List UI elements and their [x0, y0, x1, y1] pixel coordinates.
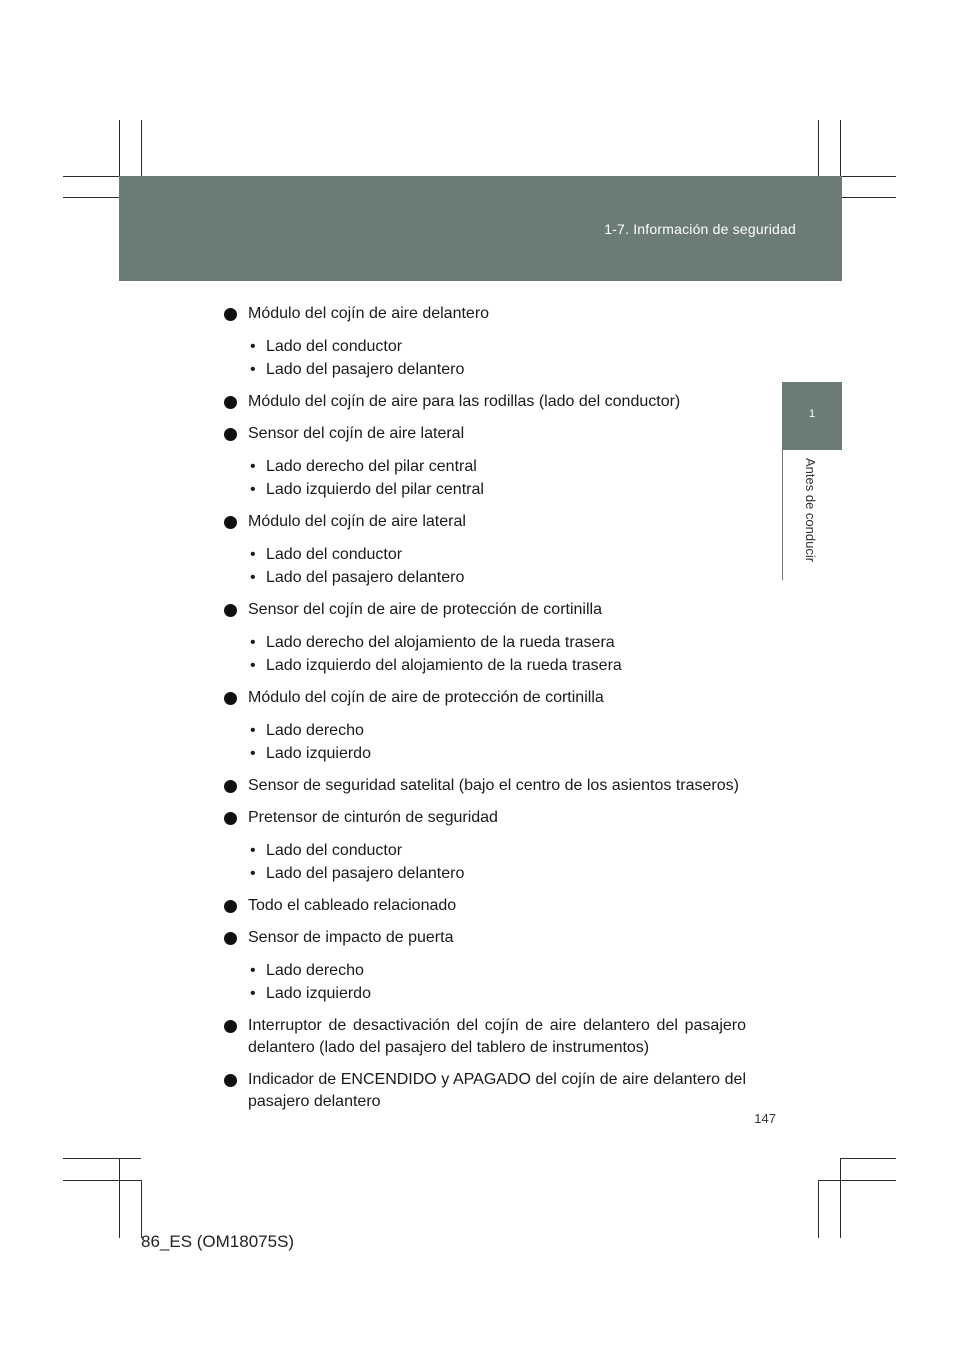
small-bullet-icon: • — [250, 568, 256, 586]
list-item — [224, 927, 746, 1005]
bullet-icon — [224, 1074, 237, 1087]
small-bullet-icon: • — [250, 722, 256, 739]
small-bullet-icon: • — [250, 338, 256, 355]
bullet-icon — [224, 604, 237, 617]
section-header — [119, 176, 842, 281]
list-item-text: Indicador de ENCENDIDO y APAGADO del cojín de aire delantero del pasajero delantero — [248, 1071, 746, 1110]
sub-list-item-text: Lado del conductor — [266, 842, 403, 859]
sub-list-item-text: Lado del pasajero delantero — [266, 568, 465, 586]
list-item — [224, 511, 746, 589]
list-item-text: Módulo del cojín de aire de protección de cortinilla — [248, 689, 604, 706]
list-item-text: Pretensor de cinturón de seguridad — [248, 809, 498, 826]
list-item-text: Interruptor de desactivación del cojín de aire delantero del pasajero delantero (lado del pasajero del tablero de instrumentos) — [248, 1017, 746, 1056]
sub-list-item-text: Lado izquierdo del pilar central — [266, 480, 484, 498]
sub-list-item-text: Lado del pasajero delantero — [266, 360, 465, 378]
list-item-text: Módulo del cojín de aire delantero — [248, 305, 490, 322]
sub-list-item — [248, 567, 746, 590]
small-bullet-icon: • — [250, 458, 256, 475]
list-item — [224, 687, 746, 765]
list-item — [224, 391, 746, 413]
crop-mark — [818, 1180, 896, 1181]
crop-mark — [840, 1158, 896, 1159]
small-bullet-icon: • — [250, 546, 256, 563]
bullet-icon — [224, 812, 237, 825]
crop-mark — [840, 1158, 841, 1238]
list-item-text: Sensor de impacto de puerta — [248, 929, 454, 946]
sub-list-item — [248, 960, 746, 983]
bullet-icon — [224, 780, 237, 793]
crop-mark — [63, 1158, 141, 1159]
sub-list-item — [248, 544, 746, 567]
sub-list-item — [248, 720, 746, 743]
sub-list-item-text: Lado derecho del pilar central — [266, 458, 477, 475]
sub-list-item-text: Lado derecho — [266, 722, 364, 739]
section-title: 1-7. Información de seguridad — [604, 221, 796, 237]
sub-list — [224, 544, 746, 589]
sub-list — [224, 632, 746, 677]
list-item-text: Sensor de seguridad satelital (bajo el centro de los asientos traseros) — [248, 777, 739, 794]
small-bullet-icon: • — [250, 864, 256, 882]
sub-list — [224, 336, 746, 381]
small-bullet-icon: • — [250, 480, 256, 498]
small-bullet-icon: • — [250, 962, 256, 979]
list-item-text: Módulo del cojín de aire lateral — [248, 513, 466, 530]
bullet-icon — [224, 396, 237, 409]
sub-list — [224, 456, 746, 501]
bullet-icon — [224, 1020, 237, 1033]
sub-list-item — [248, 359, 746, 382]
sub-list-item-text: Lado derecho — [266, 962, 364, 979]
list-item — [224, 807, 746, 885]
list-item — [224, 775, 746, 797]
chapter-tab — [782, 382, 842, 450]
sub-list-item — [248, 336, 746, 359]
sub-list-item-text: Lado del conductor — [266, 546, 403, 563]
list-item — [224, 1015, 746, 1059]
small-bullet-icon: • — [250, 842, 256, 859]
chapter-tab-rule — [782, 450, 783, 580]
sub-list-item-text: Lado izquierdo del alojamiento de la rueda trasera — [266, 656, 622, 674]
sub-list — [224, 840, 746, 885]
crop-mark — [119, 1158, 120, 1238]
sub-list-item — [248, 632, 746, 655]
sub-list — [224, 960, 746, 1005]
small-bullet-icon: • — [250, 656, 256, 674]
sub-list-item — [248, 743, 746, 766]
sub-list-item — [248, 863, 746, 886]
small-bullet-icon: • — [250, 984, 256, 1002]
sub-list — [224, 720, 746, 765]
bullet-icon — [224, 900, 237, 913]
list-item — [224, 895, 746, 917]
sub-list-item-text: Lado izquierdo — [266, 984, 371, 1002]
document-code: 86_ES (OM18075S) — [141, 1232, 295, 1251]
list-item-text: Módulo del cojín de aire para las rodillas (lado del conductor) — [248, 393, 681, 410]
crop-mark — [141, 1180, 142, 1238]
list-item — [224, 599, 746, 677]
list-item — [224, 303, 746, 381]
list-item — [224, 1069, 746, 1113]
chapter-number: 1 — [808, 408, 816, 420]
sub-list-item-text: Lado del pasajero delantero — [266, 864, 465, 882]
sub-list-item — [248, 655, 746, 678]
component-list — [224, 303, 746, 1123]
bullet-icon — [224, 516, 237, 529]
small-bullet-icon: • — [250, 744, 256, 762]
sub-list-item-text: Lado derecho del alojamiento de la rueda trasera — [266, 634, 615, 651]
bullet-icon — [224, 932, 237, 945]
sub-list-item-text: Lado del conductor — [266, 338, 403, 355]
bullet-icon — [224, 308, 237, 321]
sub-list-item — [248, 983, 746, 1006]
sub-list-item-text: Lado izquierdo — [266, 744, 371, 762]
page-number: 147 — [754, 1111, 776, 1126]
crop-mark — [818, 1180, 819, 1238]
sub-list-item — [248, 840, 746, 863]
sub-list-item — [248, 456, 746, 479]
chapter-label: Antes de conducir — [803, 458, 818, 563]
list-item-text: Todo el cableado relacionado — [248, 897, 457, 914]
small-bullet-icon: • — [250, 360, 256, 378]
bullet-icon — [224, 428, 237, 441]
list-item — [224, 423, 746, 501]
small-bullet-icon: • — [250, 634, 256, 651]
list-item-text: Sensor del cojín de aire de protección de cortinilla — [248, 601, 602, 618]
list-item-text: Sensor del cojín de aire lateral — [248, 425, 465, 442]
crop-mark — [63, 1180, 141, 1181]
sub-list-item — [248, 479, 746, 502]
bullet-icon — [224, 692, 237, 705]
